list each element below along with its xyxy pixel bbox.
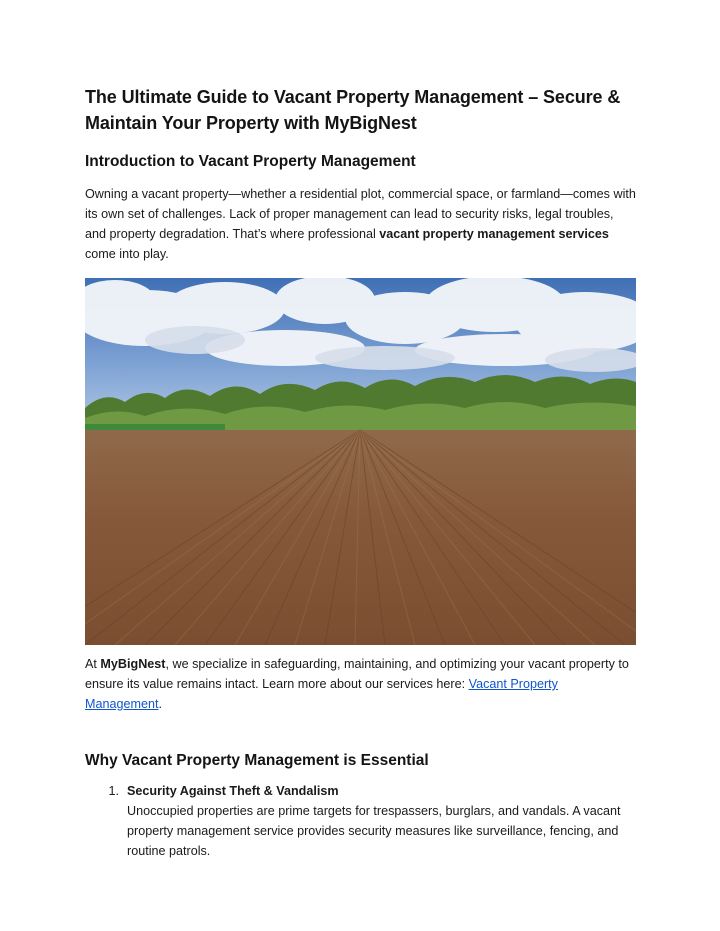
farmland-image [85, 278, 636, 645]
about-paragraph [85, 654, 637, 714]
about-text: , we specialize in safeguarding, maintaining, and optimizing your vacant property to ensure its value remains intact. Learn more about our services here: [85, 657, 629, 691]
list-item-text: Unoccupied properties are prime targets for trespassers, burglars, and vandals. A vacant property management service provides security measures like surveillance, fencing, and routine patrols. [127, 804, 621, 858]
document-body [85, 84, 637, 861]
list-item-number: 1. [108, 784, 119, 798]
reasons-list [85, 781, 637, 861]
list-item-title: Security Against Theft & Vandalism [127, 784, 339, 798]
document-title: The Ultimate Guide to Vacant Property Management – Secure & Maintain Your Property with MyBigNest [85, 87, 621, 133]
intro-text-part-1: Owning a vacant property—whether a residential plot, commercial space, or farmland—comes with its own set of challenges. Lack of proper management can lead to security risks, legal troubles, and property degradation. That’s where professional [85, 187, 636, 241]
vacant-property-management-link[interactable]: Vacant Property Management [85, 677, 558, 711]
intro-text-part-2: come into play. [85, 247, 169, 261]
list-item [85, 781, 637, 861]
intro-paragraph [85, 184, 637, 264]
about-prefix: At [85, 657, 101, 671]
why-heading: Why Vacant Property Management is Essential [85, 752, 429, 769]
about-suffix: . [158, 697, 163, 711]
brand-name: MyBigNest [100, 657, 166, 671]
intro-bold-text: vacant property management services [379, 227, 609, 241]
intro-heading: Introduction to Vacant Property Management [85, 153, 416, 170]
list-item-body [127, 781, 637, 861]
